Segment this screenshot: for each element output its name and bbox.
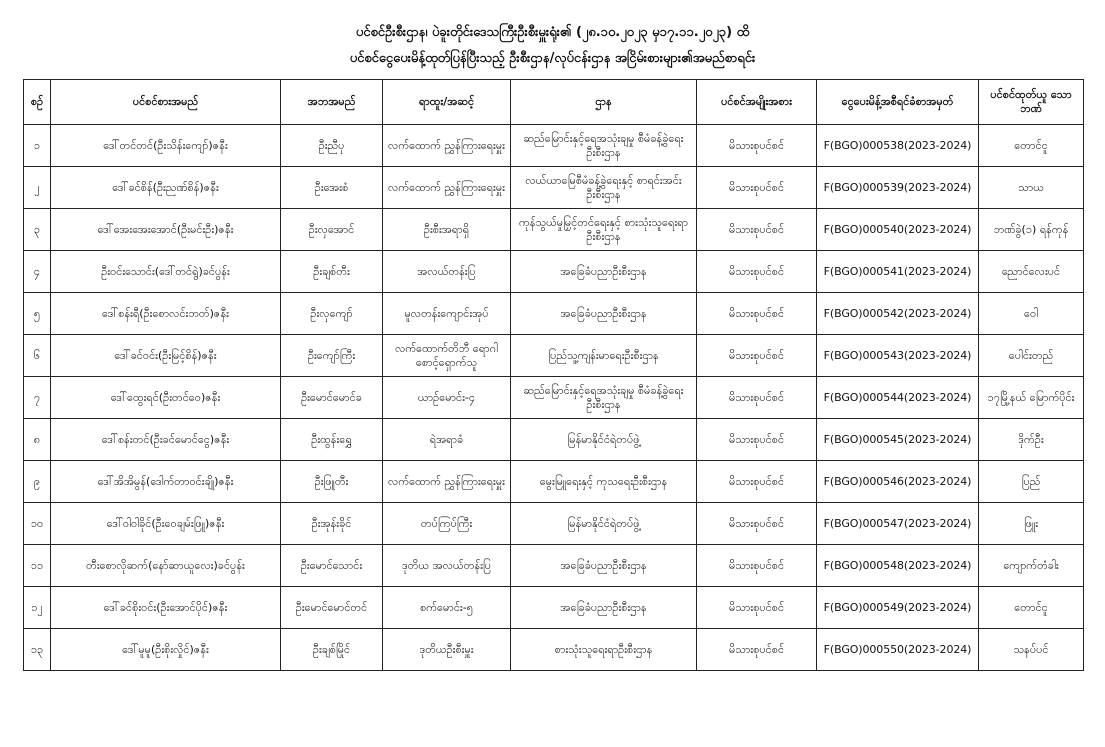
cell-pension-type: မိသားစုပင်စင် [697, 293, 817, 335]
cell-pension-type: မိသားစုပင်စင် [697, 209, 817, 251]
cell-pensioner: ဒေါ်ခင်စိုးဝင်း(ဦးအောင်ပိုင်)ဇနီး [51, 587, 281, 629]
cell-father: ဦးမောင်မောင်ခ [281, 377, 383, 419]
cell-treasury: သာယ [979, 167, 1084, 209]
cell-pensioner: တီးစောလိုဆက်(နော်ဆာယူလေး)ခင်ပွန်း [51, 545, 281, 587]
cell-no: ၁၂ [24, 587, 51, 629]
cell-rank: လက်ထောက် ညွှန်ကြားရေးမှူး [383, 125, 511, 167]
cell-order-no: F(BGO)000548(2023-2024) [817, 545, 979, 587]
cell-department: လယ်ယာမြေစီမံခန့်ခွဲရေးနှင့် စာရင်းအင်းဦးစီးဌာန [511, 167, 697, 209]
table-row [24, 167, 1084, 209]
cell-treasury: ဘဏ်ခွဲ(၁) ရန်ကုန် [979, 209, 1084, 251]
cell-no: ၁ [24, 125, 51, 167]
cell-no: ၄ [24, 251, 51, 293]
cell-pensioner: ဒေါ်ထွေးရင်(ဦးတင်ဝေ)ဇနီး [51, 377, 281, 419]
document-title-line1: ပင်စင်ဦးစီးဌာန၊ ပဲခူးတိုင်းဒေသကြီးဦးစီးမှူးရုံး၏ (၂၈.၁၀.၂၀၂၃ မှ၁၇.၁၁.၂၀၂၃) ထိ [355, 25, 750, 40]
cell-pensioner: ဒေါ်တင်တင်(ဦးသိန်းကျော်)ဇနီး [51, 125, 281, 167]
cell-order-no: F(BGO)000540(2023-2024) [817, 209, 979, 251]
cell-no: ၈ [24, 419, 51, 461]
header-rank: ရာထူး/အဆင့် [383, 80, 511, 125]
cell-order-no: F(BGO)000547(2023-2024) [817, 503, 979, 545]
table-row [24, 251, 1084, 293]
cell-pension-type: မိသားစုပင်စင် [697, 125, 817, 167]
cell-rank: လက်ထောက် ညွှန်ကြားရေးမှူး [383, 461, 511, 503]
cell-department: အခြေခံပညာဦးစီးဌာန [511, 251, 697, 293]
cell-rank: ရဲအရာခံ [383, 419, 511, 461]
cell-order-no: F(BGO)000538(2023-2024) [817, 125, 979, 167]
cell-department: အခြေခံပညာဦးစီးဌာန [511, 293, 697, 335]
cell-pension-type: မိသားစုပင်စင် [697, 545, 817, 587]
cell-order-no: F(BGO)000541(2023-2024) [817, 251, 979, 293]
cell-department: ကုန်သွယ်မှုမြှင့်တင်ရေးနှင့် စားသုံးသူရေးရာဦးစီးဌာန [511, 209, 697, 251]
cell-treasury: ပြည် [979, 461, 1084, 503]
cell-rank: မူလတန်းကျောင်းအုပ် [383, 293, 511, 335]
table-header-row [24, 80, 1084, 125]
cell-pension-type: မိသားစုပင်စင် [697, 377, 817, 419]
cell-treasury: ကျောက်တံခါး [979, 545, 1084, 587]
cell-no: ၇ [24, 377, 51, 419]
header-no: စဉ် [24, 80, 51, 125]
pensioner-table [23, 79, 1084, 671]
cell-pensioner: ဒေါ်ခင်စိန်(ဦးညဏ်စိန်)ဇနီး [51, 167, 281, 209]
cell-order-no: F(BGO)000549(2023-2024) [817, 587, 979, 629]
cell-no: ၆ [24, 335, 51, 377]
cell-no: ၉ [24, 461, 51, 503]
cell-order-no: F(BGO)000544(2023-2024) [817, 377, 979, 419]
cell-father: ဦးမောင်မောင်တင် [281, 587, 383, 629]
cell-no: ၁၁ [24, 545, 51, 587]
cell-rank: လက်ထောက်တိဘီ ရောဂါစောင့်ရှောက်သူ [383, 335, 511, 377]
cell-department: ဆည်မြောင်းနှင့်ရေအသုံးချမှု စီမံခန့်ခွဲရေးဦးစီးဌာန [511, 377, 697, 419]
cell-father: ဦးထွန်းရွှေ [281, 419, 383, 461]
cell-no: ၅ [24, 293, 51, 335]
table-row [24, 545, 1084, 587]
cell-pensioner: ဒေါ်စန်းရီ(ဦးစောလင်းဘတ်)ဇနီး [51, 293, 281, 335]
cell-no: ၁၃ [24, 629, 51, 671]
cell-rank: ဦးစီးအရာရှိ [383, 209, 511, 251]
cell-department: မြန်မာနိုင်ငံရဲတပ်ဖွဲ့ [511, 503, 697, 545]
header-treasury: ပင်စင်ထုတ်ယူ သောဘဏ် [979, 80, 1084, 125]
cell-no: ၂ [24, 167, 51, 209]
header-order-no: ငွေပေးမိန့်အစီရင်ခံစာအမှတ် [817, 80, 979, 125]
table-row [24, 419, 1084, 461]
table-row [24, 629, 1084, 671]
cell-father: ဦးချစ်တီး [281, 251, 383, 293]
cell-pension-type: မိသားစုပင်စင် [697, 335, 817, 377]
cell-rank: လက်ထောက် ညွှန်ကြားရေးမှူး [383, 167, 511, 209]
cell-father: ဦးကျော်ကြီး [281, 335, 383, 377]
cell-order-no: F(BGO)000545(2023-2024) [817, 419, 979, 461]
cell-father: ဦးညီပု [281, 125, 383, 167]
cell-pension-type: မိသားစုပင်စင် [697, 419, 817, 461]
cell-order-no: F(BGO)000546(2023-2024) [817, 461, 979, 503]
table-row [24, 503, 1084, 545]
cell-father: ဦးချစ်မြိုင် [281, 629, 383, 671]
cell-pensioner: ဒေါ်ခင်ဝင်း(ဦးမြင့်စိန်)ဇနီး [51, 335, 281, 377]
cell-treasury: ပေါင်းတည် [979, 335, 1084, 377]
cell-pensioner: ဒေါ်အေးအေးအောင်(ဦးမင်းဦး)ဇနီး [51, 209, 281, 251]
cell-father: ဦးအေးစံ [281, 167, 383, 209]
table-row [24, 335, 1084, 377]
header-pension-type: ပင်စင်အမျိုးအစား [697, 80, 817, 125]
cell-pensioner: ဒေါ်ဝါဝါခိုင်(ဦးဝေချမ်းဖြူ)ဇနီး [51, 503, 281, 545]
document-title-line2: ပင်စင်ငွေပေးမိန့်ထုတ်ပြန်ပြီးသည့် ဦးစီးဌာန/လုပ်ငန်းဌာန အငြိမ်းစားများ၏အမည်စာရင်း [349, 51, 756, 66]
cell-rank: စက်မောင်း-၅ [383, 587, 511, 629]
cell-treasury: ဝေါ [979, 293, 1084, 335]
cell-rank: ယာဉ်မောင်း-၄ [383, 377, 511, 419]
cell-pensioner: ဒေါ်စန်းတင်(ဦးခင်မောင်ငွေ)ဇနီး [51, 419, 281, 461]
cell-treasury: တောင်ငူ [979, 125, 1084, 167]
cell-department: ဆည်မြောင်းနှင့်ရေအသုံးချမှု စီမံခန့်ခွဲရေးဦးစီးဌာန [511, 125, 697, 167]
cell-rank: ဒုတိယဦးစီးမှူး [383, 629, 511, 671]
cell-no: ၃ [24, 209, 51, 251]
cell-department: အခြေခံပညာဦးစီးဌာန [511, 587, 697, 629]
cell-pension-type: မိသားစုပင်စင် [697, 167, 817, 209]
cell-pension-type: မိသားစုပင်စင် [697, 461, 817, 503]
cell-treasury: ညောင်လေးပင် [979, 251, 1084, 293]
cell-treasury: သနပ်ပင် [979, 629, 1084, 671]
cell-pension-type: မိသားစုပင်စင် [697, 503, 817, 545]
table-row [24, 377, 1084, 419]
cell-treasury: ဒိုက်ဦး [979, 419, 1084, 461]
cell-no: ၁၀ [24, 503, 51, 545]
cell-department: မြန်မာနိုင်ငံရဲတပ်ဖွဲ့ [511, 419, 697, 461]
header-pensioner: ပင်စင်စားအမည် [51, 80, 281, 125]
cell-treasury: တောင်ငူ [979, 587, 1084, 629]
cell-pension-type: မိသားစုပင်စင် [697, 251, 817, 293]
cell-order-no: F(BGO)000539(2023-2024) [817, 167, 979, 209]
table-row [24, 125, 1084, 167]
cell-order-no: F(BGO)000550(2023-2024) [817, 629, 979, 671]
cell-pensioner: ဒေါ်အိအိမွန်(ဒေါက်တာဝင်းချို)ဇနီး [51, 461, 281, 503]
cell-pension-type: မိသားစုပင်စင် [697, 587, 817, 629]
cell-father: ဦးလှကျော် [281, 293, 383, 335]
header-father: အဘအမည် [281, 80, 383, 125]
header-department: ဌာန [511, 80, 697, 125]
cell-rank: အလယ်တန်းပြ [383, 251, 511, 293]
cell-order-no: F(BGO)000543(2023-2024) [817, 335, 979, 377]
table-row [24, 461, 1084, 503]
table-row [24, 209, 1084, 251]
cell-rank: ဒုတိယ အလယ်တန်းပြ [383, 545, 511, 587]
cell-father: ဦးမောင်သောင်း [281, 545, 383, 587]
table-row [24, 293, 1084, 335]
cell-department: မွေးမြူရေးနှင့် ကုသရေးဦးစီးဌာန [511, 461, 697, 503]
cell-rank: တပ်ကြပ်ကြီး [383, 503, 511, 545]
cell-department: ပြည်သူ့ကျန်းမာရေးဦးစီးဌာန [511, 335, 697, 377]
cell-treasury: ၁၇မြို့နယ် မြောက်ပိုင်း [979, 377, 1084, 419]
cell-order-no: F(BGO)000542(2023-2024) [817, 293, 979, 335]
cell-department: စားသုံးသူရေးရာဦးစီးဌာန [511, 629, 697, 671]
cell-father: ဦးဖြူတီး [281, 461, 383, 503]
table-row [24, 587, 1084, 629]
cell-father: ဦးလှအောင် [281, 209, 383, 251]
cell-department: အခြေခံပညာဦးစီးဌာန [511, 545, 697, 587]
cell-pension-type: မိသားစုပင်စင် [697, 629, 817, 671]
cell-pensioner: ဦးဝင်းသောင်း(ဒေါ်တင်ရွဲ)ခင်ပွန်း [51, 251, 281, 293]
cell-pensioner: ဒေါ်မူမူ(ဦးစိုးလှိုင်)ဇနီး [51, 629, 281, 671]
cell-father: ဦးအုန်းခိုင် [281, 503, 383, 545]
cell-treasury: ဖြူး [979, 503, 1084, 545]
